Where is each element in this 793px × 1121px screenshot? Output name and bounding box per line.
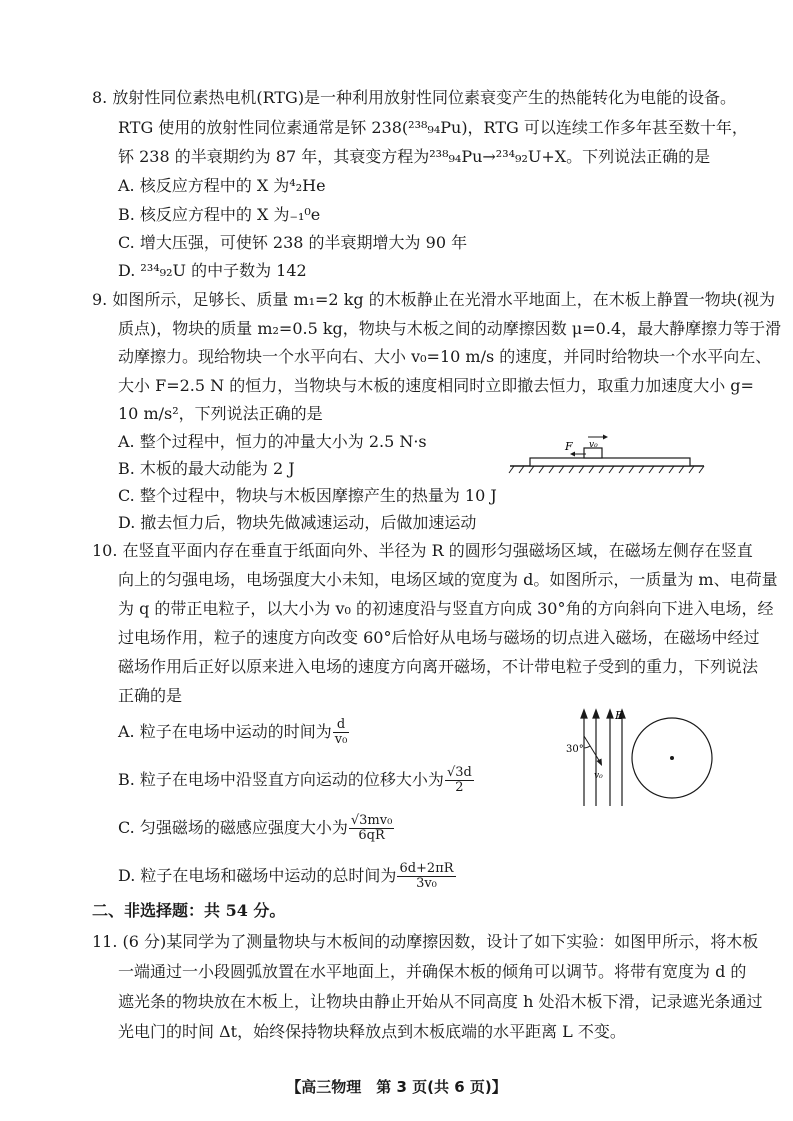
- q10-option-a: [118, 716, 350, 748]
- q9-force-label: F: [565, 440, 573, 453]
- q8-stem-line2: RTG 使用的放射性同位素通常是钚 238(²³⁸₉₄Pu)，RTG 可以连续工作多年甚至数十年，: [118, 118, 748, 137]
- q10-option-b-text: B. 粒子在电场中沿竖直方向运动的位移大小为: [118, 770, 444, 789]
- q10-option-c-text: C. 匀强磁场的磁感应强度大小为: [118, 818, 348, 837]
- q10-option-c: [118, 812, 395, 844]
- q10-option-b-denominator: 2: [455, 780, 464, 795]
- q9-stem-line3: 动摩擦力。现给物块一个水平向右、大小 v₀=10 m/s 的速度，并同时给物块一个水平向左、: [118, 347, 772, 366]
- page-footer: 【高三物理 第 3 页(共 6 页)】: [286, 1078, 507, 1096]
- q10-stem-line4: 过电场作用，粒子的速度方向改变 60°后恰好从电场与磁场的切点进入磁场，在磁场中经过: [118, 628, 760, 647]
- section-two-heading: 二、非选择题：共 54 分。: [92, 901, 286, 920]
- q9-option-c: C. 整个过程中，物块与木板因摩擦产生的热量为 10 J: [118, 486, 497, 505]
- q10-option-d-numerator: 6d+2πR: [399, 861, 454, 876]
- q8-option-a: A. 核反应方程中的 X 为⁴₂He: [118, 176, 326, 195]
- q11-stem-line2: 一端通过一小段圆弧放置在水平地面上，并确保木板的倾角可以调节。将带有宽度为 d 的: [118, 962, 747, 981]
- q9-stem-line1: 9. 如图所示，足够长、质量 m₁=2 kg 的木板静止在光滑水平地面上，在木板上静置一物块(视为: [92, 290, 775, 309]
- q10-option-d-text: D. 粒子在电场和磁场中运动的总时间为: [118, 866, 397, 885]
- q10-option-d-fraction: [397, 862, 455, 891]
- q10-option-b-numerator: √3d: [446, 765, 472, 780]
- q10-stem-line1: 10. 在竖直平面内存在垂直于纸面向外、半径为 R 的圆形匀强磁场区域，在磁场左侧存在竖直: [92, 541, 753, 560]
- q10-option-c-numerator: √3mv₀: [350, 813, 393, 828]
- circle-center-dot: [670, 756, 674, 760]
- q10-option-b: [118, 764, 475, 796]
- q10-option-d-denominator: 3v₀: [416, 876, 437, 891]
- q10-velocity-label: v₀: [594, 771, 603, 781]
- q8-stem-line3: 钚 238 的半衰期约为 87 年，其衰变方程为²³⁸₉₄Pu→²³⁴₉₂U+X。下列说法正确的是: [118, 147, 711, 166]
- q9-stem-line5: 10 m/s²，下列说法正确的是: [118, 404, 323, 423]
- q10-stem-line3: 为 q 的带正电粒子，以大小为 v₀ 的初速度沿与竖直方向成 30°角的方向斜向下进入电场，经: [118, 599, 774, 618]
- q9-option-a: A. 整个过程中，恒力的冲量大小为 2.5 N·s: [118, 432, 427, 451]
- q9-board-figure: [508, 428, 708, 480]
- q9-stem-line2: 质点)，物块的质量 m₂=0.5 kg，物块与木板之间的动摩擦因数 μ=0.4，最大静摩擦力等于滑: [118, 319, 782, 338]
- q10-field-figure: [566, 706, 734, 810]
- q9-option-b: B. 木板的最大动能为 2 J: [118, 459, 295, 478]
- q11-stem-line1: 11. (6 分)某同学为了测量物块与木板间的动摩擦因数，设计了如下实验：如图甲所示，将木板: [92, 932, 759, 951]
- q10-option-a-numerator: d: [333, 718, 350, 733]
- q10-e-field-label: E: [615, 709, 624, 722]
- q10-option-a-fraction: [333, 718, 350, 747]
- q9-velocity-label: v₀: [589, 440, 598, 450]
- q8-stem-line1: 8. 放射性同位素热电机(RTG)是一种利用放射性同位素衰变产生的热能转化为电能的设备。: [92, 88, 737, 107]
- q9-option-d: D. 撤去恒力后，物块先做减速运动，后做加速运动: [118, 513, 477, 532]
- q10-option-d: [118, 860, 457, 892]
- q10-angle-label: 30°: [566, 744, 584, 755]
- q11-stem-line4: 光电门的时间 Δt，始终保持物块释放点到木板底端的水平距离 L 不变。: [118, 1022, 626, 1041]
- q10-option-c-fraction: [349, 814, 394, 843]
- q10-stem-line5: 磁场作用后正好以原来进入电场的速度方向离开磁场，不计带电粒子受到的重力，下列说法: [118, 657, 759, 676]
- q8-option-b: B. 核反应方程中的 X 为₋₁⁰e: [118, 205, 321, 224]
- q10-stem-line6: 正确的是: [118, 686, 183, 705]
- q10-option-a-text: A. 粒子在电场中运动的时间为: [118, 722, 332, 741]
- q8-option-c: C. 增大压强，可使钚 238 的半衰期增大为 90 年: [118, 233, 468, 252]
- q10-option-a-denominator: v₀: [334, 732, 348, 747]
- q9-stem-line4: 大小 F=2.5 N 的恒力，当物块与木板的速度相同时立即撤去恒力，取重力加速度大小 g=: [118, 376, 754, 395]
- q10-stem-line2: 向上的匀强电场，电场强度大小未知，电场区域的宽度为 d。如图所示，一质量为 m、电荷量: [118, 570, 778, 589]
- q8-option-d: D. ²³⁴₉₂U 的中子数为 142: [118, 261, 307, 280]
- q11-stem-line3: 遮光条的物块放在木板上，让物块由静止开始从不同高度 h 处沿木板下滑，记录遮光条通过: [118, 992, 763, 1011]
- q10-option-b-fraction: [445, 766, 474, 795]
- q10-option-c-denominator: 6qR: [358, 828, 385, 843]
